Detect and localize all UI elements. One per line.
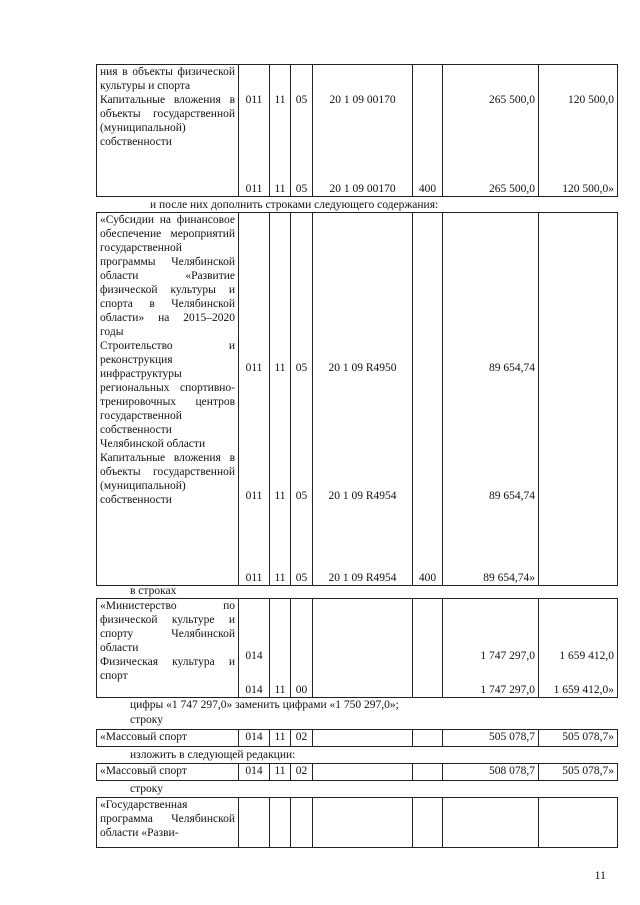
subsection-code: 02 <box>291 764 313 781</box>
sum-2019: 508 078,7 <box>443 764 539 781</box>
subsection-code: 00 <box>295 684 308 696</box>
section-code: 11 <box>274 362 286 374</box>
sum-2019-cell <box>443 213 539 586</box>
ministry-code-cell <box>239 65 270 197</box>
row-name-text-1: «Субсидии на финансовое обеспечение мероприятий государственной программы Челябинской области «Развитие физической культуры и спорта в Челябинской области» на 2015–2020 годы <box>100 214 235 338</box>
budget-table-6 <box>96 797 618 848</box>
subsection-code: 05 <box>295 572 308 584</box>
target-article: 20 1 09 R4954 <box>328 490 397 502</box>
target-article-cell <box>313 213 413 586</box>
section-code: 11 <box>274 572 286 584</box>
section-code: 11 <box>274 94 286 106</box>
row-name-text-2: Физическая культура и спорт <box>100 656 235 682</box>
ministry-code: 011 <box>245 490 263 502</box>
expense-kind-cell <box>413 65 443 197</box>
row-name-text-2: Строительство и реконструкция инфраструктуры региональных спортивно-тренировочных центров государственной собственности Челябинской области <box>100 340 235 450</box>
subsection-code-cell <box>291 599 313 698</box>
expense-kind-cell <box>413 213 443 586</box>
section-code: 11 <box>274 684 286 696</box>
sum-2019: 265 500,0 <box>489 94 535 106</box>
target-article: 20 1 09 00170 <box>329 94 396 106</box>
row-name-text-2: Капитальные вложения в объекты государственной (муниципальной) собственности <box>100 94 235 148</box>
ministry-code-cell <box>239 213 270 586</box>
subsection-code: 05 <box>295 94 308 106</box>
sum-2019: 1 747 297,0 <box>480 650 535 662</box>
sum-2019-cell <box>443 798 539 848</box>
section-code-cell <box>270 213 291 586</box>
section-code-cell <box>270 65 291 197</box>
table-row <box>97 798 618 848</box>
expense-kind-cell <box>413 599 443 698</box>
subsection-code: 05 <box>295 183 308 195</box>
row-name-cell <box>97 65 239 197</box>
ministry-code: 011 <box>245 572 263 584</box>
instruction-text-2: в строках <box>130 585 177 597</box>
table-row <box>97 65 618 197</box>
subsection-code: 05 <box>295 490 308 502</box>
table-row <box>97 213 618 586</box>
expense-kind <box>413 730 443 747</box>
sum-2019: 1 747 297,0 <box>480 684 535 696</box>
instruction-text-3: цифры «1 747 297,0» заменить цифрами «1 750 297,0»; <box>130 699 399 711</box>
instruction-text-5: изложить в следующей редакции: <box>130 749 296 761</box>
target-article-cell <box>313 798 413 848</box>
target-article: 20 1 09 R4954 <box>328 572 397 584</box>
sum-2020: 1 659 412,0» <box>553 684 614 696</box>
sum-2019: 265 500,0 <box>489 183 535 195</box>
budget-table-1 <box>96 64 618 197</box>
budget-table-5 <box>96 763 618 781</box>
sum-2019: 505 078,7 <box>443 730 539 747</box>
ministry-code: 011 <box>245 183 263 195</box>
ministry-code-cell <box>239 798 270 848</box>
row-name-cell <box>97 599 239 698</box>
instruction-text-1: и после них дополнить строками следующего содержания: <box>150 199 439 211</box>
subsection-code-cell <box>291 798 313 848</box>
section-code: 11 <box>270 764 291 781</box>
table-row <box>97 599 618 698</box>
sum-2020: 120 500,0» <box>562 183 614 195</box>
row-name-text-3: Капитальные вложения в объекты государственной (муниципальной) собственности <box>100 452 235 506</box>
budget-table-2 <box>96 212 618 586</box>
subsection-code-cell <box>291 213 313 586</box>
row-name-cell <box>97 213 239 586</box>
ministry-code: 014 <box>245 684 263 696</box>
expense-kind <box>413 764 443 781</box>
sum-2020: 1 659 412,0 <box>559 650 614 662</box>
sum-2019: 89 654,74 <box>489 490 535 502</box>
target-article-cell <box>313 65 413 197</box>
sum-2020-cell <box>539 213 618 586</box>
sum-2020: 505 078,7» <box>539 764 618 781</box>
sum-2019-cell <box>443 65 539 197</box>
instruction-text-4: строку <box>130 714 163 726</box>
target-article: 20 1 09 R4950 <box>328 362 397 374</box>
section-code-cell <box>270 798 291 848</box>
row-name-text-1: ния в объекты физической культуры и спорта <box>100 66 235 92</box>
sum-2019: 89 654,74» <box>483 572 535 584</box>
ministry-code: 014 <box>239 730 270 747</box>
row-name-cell: «Массовый спорт <box>97 730 239 747</box>
sum-2020: 120 500,0 <box>568 94 614 106</box>
expense-kind: 400 <box>418 183 437 195</box>
section-code: 11 <box>270 730 291 747</box>
sum-2019: 89 654,74 <box>489 362 535 374</box>
budget-table-4 <box>96 729 618 747</box>
target-article <box>313 764 413 781</box>
section-code: 11 <box>274 183 286 195</box>
section-code: 11 <box>274 490 286 502</box>
subsection-code: 02 <box>291 730 313 747</box>
expense-kind-cell <box>413 798 443 848</box>
row-name-cell: «Массовый спорт <box>97 764 239 781</box>
instruction-text-6: строку <box>130 783 163 795</box>
ministry-code: 014 <box>239 764 270 781</box>
subsection-code-cell <box>291 65 313 197</box>
sum-2020-cell <box>539 65 618 197</box>
sum-2020-cell <box>539 798 618 848</box>
sum-2020: 505 078,7» <box>539 730 618 747</box>
ministry-code-cell <box>239 599 270 698</box>
table-row <box>97 764 618 781</box>
target-article <box>313 730 413 747</box>
section-code-cell <box>270 599 291 698</box>
page-number: 11 <box>594 868 606 882</box>
target-article-cell <box>313 599 413 698</box>
budget-table-3 <box>96 598 618 698</box>
ministry-code: 011 <box>245 94 263 106</box>
target-article: 20 1 09 00170 <box>329 183 396 195</box>
table-row <box>97 730 618 747</box>
ministry-code: 011 <box>245 362 263 374</box>
row-name-cell: «Государственная программа Челябинской области «Разви- <box>97 798 239 848</box>
sum-2020-cell <box>539 599 618 698</box>
sum-2019-cell <box>443 599 539 698</box>
row-name-text-1: «Министерство по физической культуре и спорту Челябинской области <box>100 600 235 654</box>
expense-kind: 400 <box>418 572 437 584</box>
subsection-code: 05 <box>295 362 308 374</box>
ministry-code: 014 <box>245 650 263 662</box>
